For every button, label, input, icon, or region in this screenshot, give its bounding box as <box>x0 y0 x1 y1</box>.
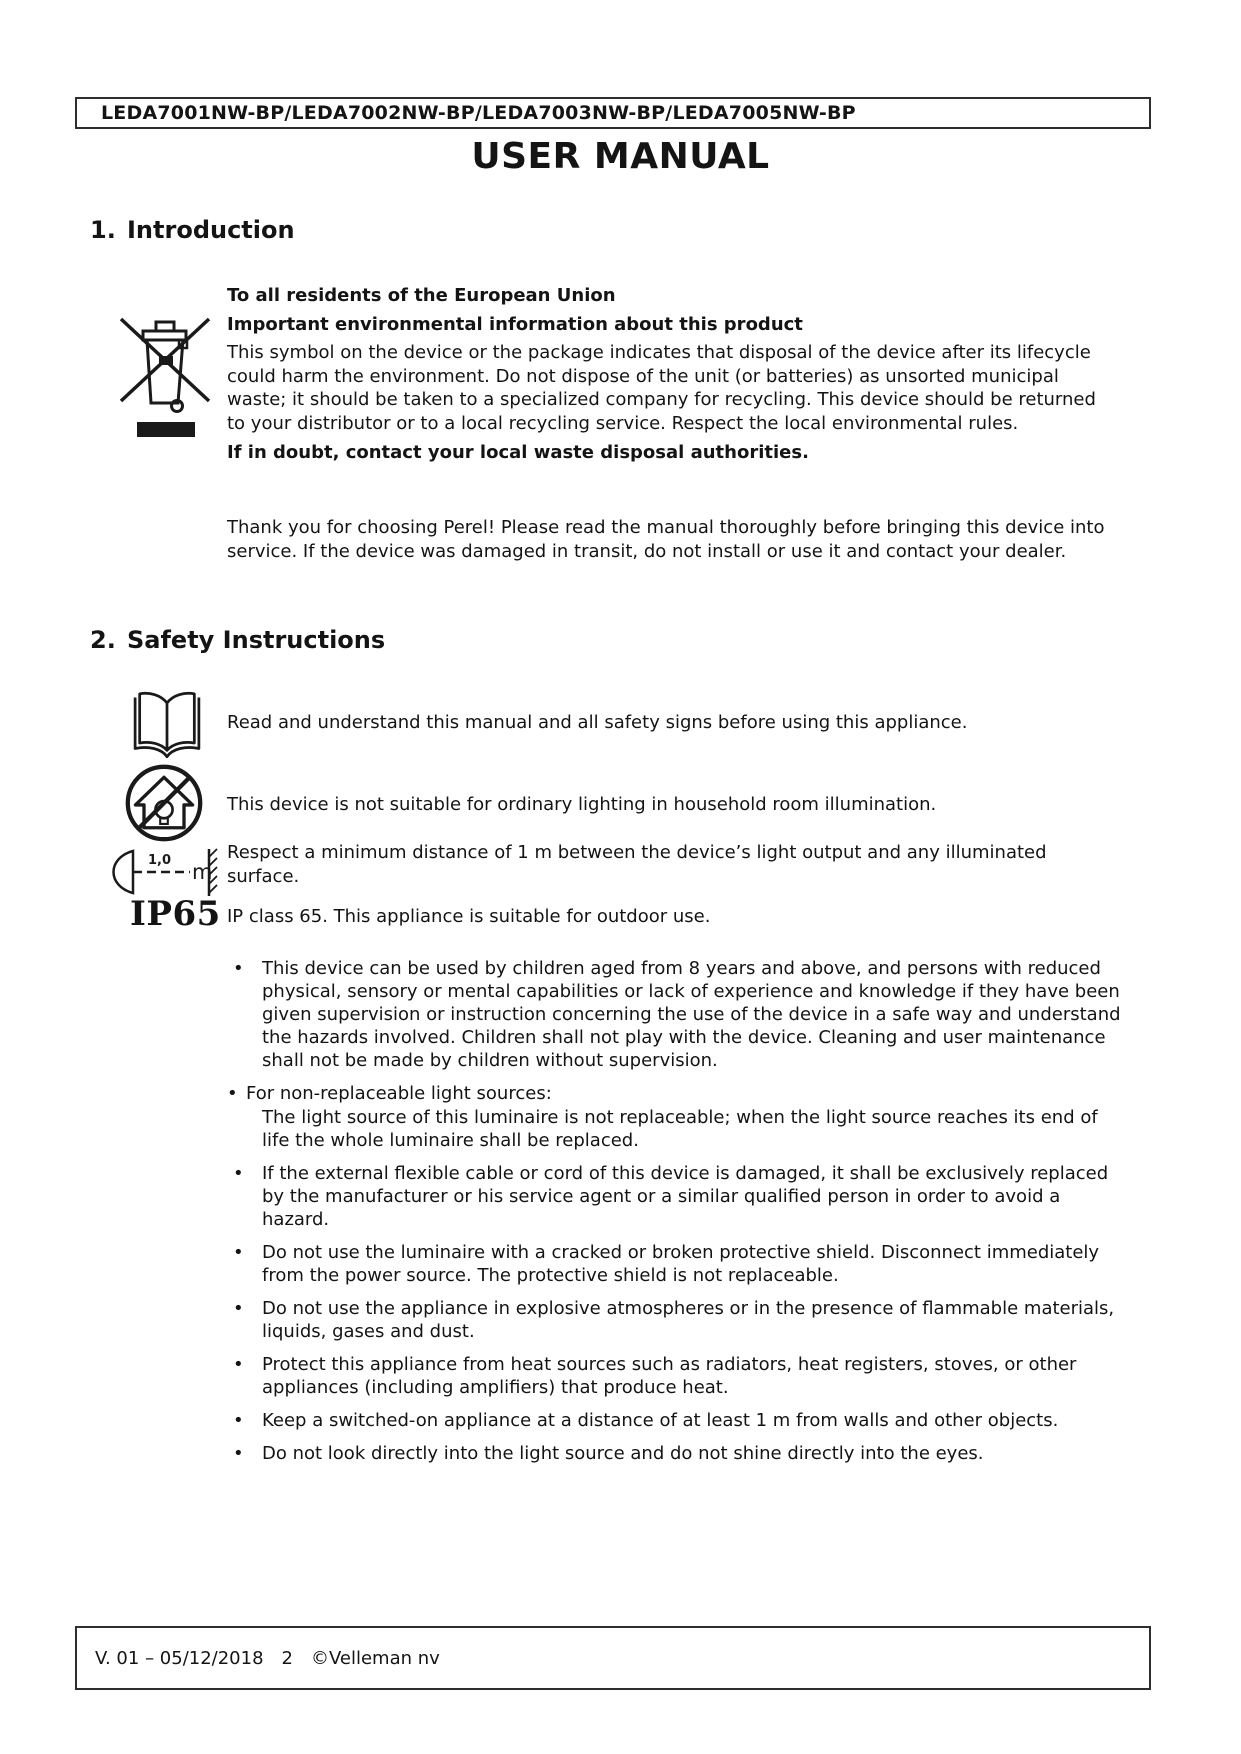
safety-row-text: Read and understand this manual and all safety signs before using this appliance. <box>227 712 968 733</box>
bullet-marker: • <box>233 958 244 979</box>
eu-notice-paragraph: This symbol on the device or the package indicates that disposal of the device after its lifecycle could harm the environment. Do not dispose of the unit (or batteries) as unsorted municipal waste; it should be taken to a specialized company for recycling. This device should be returned to your distributor or to a local recycling service. Respect the local environmental rules. <box>227 342 1096 434</box>
bullet-marker: • <box>233 1242 244 1263</box>
section-heading-introduction <box>90 216 295 244</box>
distance-unit-label: m <box>192 860 213 884</box>
list-item-text: Do not look directly into the light source and do not shine directly into the eyes. <box>262 1443 984 1464</box>
bullet-marker: • <box>233 1443 244 1464</box>
eu-notice-line3: If in doubt, contact your local waste disposal authorities. <box>227 442 809 463</box>
list-item <box>227 1241 1125 1287</box>
footer-page-number: 2 <box>281 1647 293 1669</box>
list-item <box>227 1442 1125 1465</box>
footer-copyright: ©Velleman nv <box>310 1647 440 1669</box>
list-item-text: This device can be used by children aged from 8 years and above, and persons with reduced physical, sensory or mental capabilities or lack of experience and knowledge if they have been given supervision or instruction concerning the use of the device in a safe way and understand the hazards involved. Children shall not play with the device. Cleaning and user maintenance shall not be made by children without supervision. <box>262 958 1121 1071</box>
bullet-marker: • <box>227 1083 238 1104</box>
list-item <box>227 1297 1125 1343</box>
bullet-marker: • <box>233 1163 244 1184</box>
safety-row-text: IP class 65. This appliance is suitable for outdoor use. <box>227 906 711 927</box>
distance-value-label: 1,0 <box>148 853 172 868</box>
footer-version: V. 01 – 05/12/2018 <box>95 1647 264 1669</box>
section-heading-safety <box>90 626 385 654</box>
section-label: Introduction <box>127 216 295 244</box>
list-item <box>227 957 1125 1072</box>
page-title: USER MANUAL <box>471 136 770 177</box>
eu-notice-line1: To all residents of the European Union <box>227 285 616 306</box>
list-item-continuation: The light source of this luminaire is not replaceable; when the light source reaches its end of life the whole luminaire shall be replaced. <box>262 1107 1098 1151</box>
list-item-text: If the external flexible cable or cord of this device is damaged, it shall be exclusively replaced by the manufacturer or his service agent or a similar qualified person in order to avoid a hazard. <box>262 1163 1109 1230</box>
list-item-text: Protect this appliance from heat sources such as radiators, heat registers, stoves, or other appliances (including amplifiers) that produce heat. <box>262 1354 1077 1398</box>
bullet-marker: • <box>233 1298 244 1319</box>
eu-environmental-notice <box>227 284 1115 465</box>
safety-row-text: Respect a minimum distance of 1 m between the device’s light output and any illuminated surface. <box>227 842 1047 887</box>
list-item-text: Do not use the appliance in explosive atmospheres or in the presence of flammable materials, liquids, gases and dust. <box>262 1298 1115 1342</box>
no-household-lighting-icon <box>124 763 204 843</box>
weee-crossed-bin-icon <box>116 308 214 440</box>
section-label: Safety Instructions <box>127 626 386 654</box>
section-number: 1. <box>90 216 116 244</box>
thanks-paragraph: Thank you for choosing Perel! Please read the manual thoroughly before bringing this device into service. If the device was damaged in transit, do not install or use it and contact your dealer. <box>227 517 1105 562</box>
minimum-distance-icon <box>110 847 220 899</box>
list-item <box>227 1409 1125 1432</box>
eu-notice-line2: Important environmental information about this product <box>227 313 803 335</box>
product-codes: LEDA7001NW-BP/LEDA7002NW-BP/LEDA7003NW-BP/LEDA7005NW-BP <box>101 102 856 124</box>
list-item <box>227 1162 1125 1231</box>
open-book-icon <box>126 686 208 760</box>
page-footer <box>75 1626 1151 1690</box>
list-item <box>227 1082 1125 1105</box>
section-number: 2. <box>90 626 116 654</box>
safety-row-text: This device is not suitable for ordinary lighting in household room illumination. <box>227 794 937 815</box>
list-item-text: Keep a switched-on appliance at a distance of at least 1 m from walls and other objects. <box>262 1410 1059 1431</box>
product-codes-header <box>75 97 1151 129</box>
bullet-marker: • <box>233 1410 244 1431</box>
bullet-marker: • <box>233 1354 244 1375</box>
list-item-text: For non-replaceable light sources: <box>246 1083 552 1104</box>
list-item-text: Do not use the luminaire with a cracked or broken protective shield. Disconnect immediately from the power source. The protective shield is not replaceable. <box>262 1242 1100 1286</box>
ip65-marking: IP65 <box>130 894 221 934</box>
safety-bullet-list <box>227 957 1125 1475</box>
list-item <box>227 1353 1125 1399</box>
